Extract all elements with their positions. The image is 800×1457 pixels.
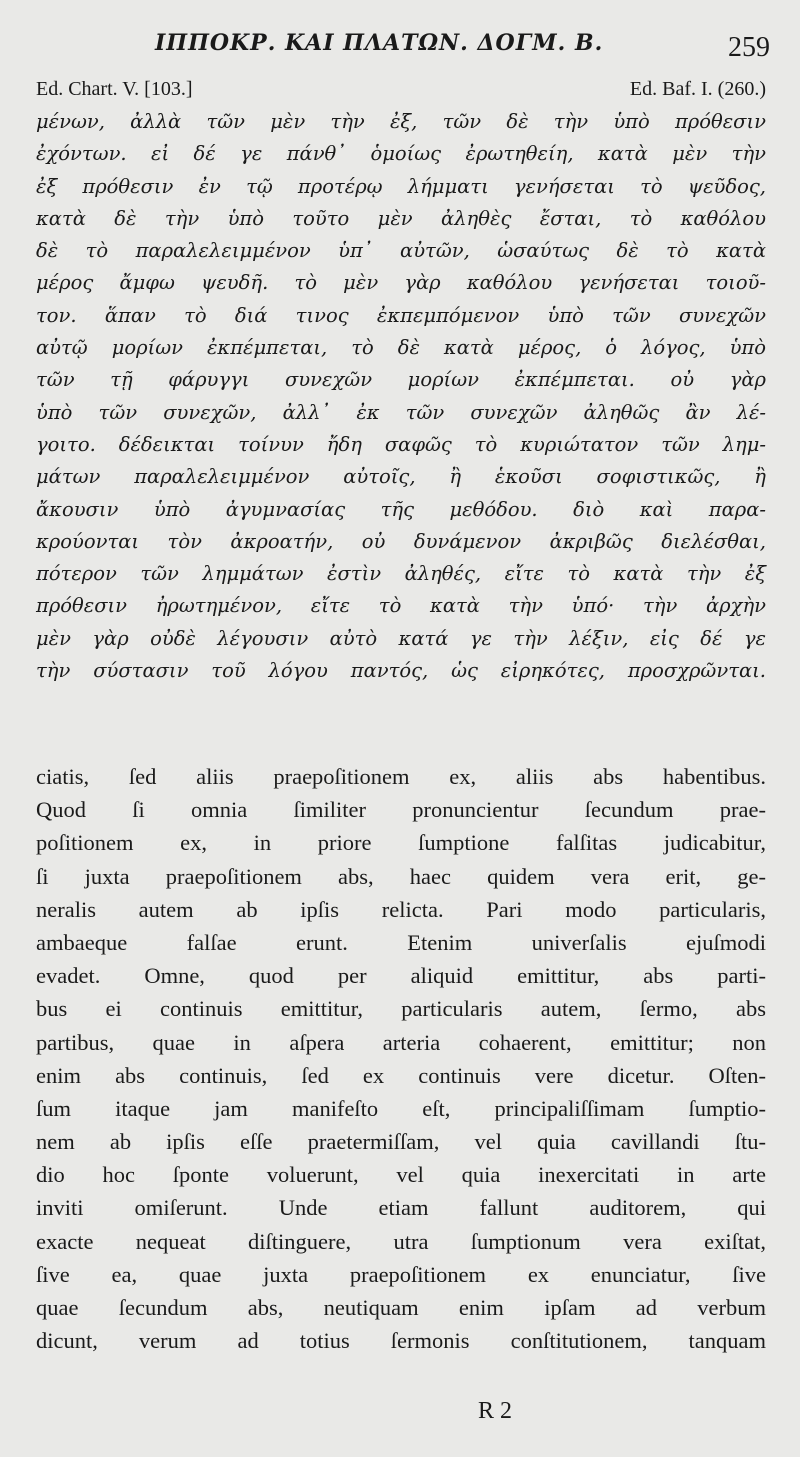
greek-text-line: μένων, ἀλλὰ τῶν μὲν τὴν ἐξ, τῶν δὲ τὴν ὑπὸ πρόθεσιν — [36, 110, 766, 133]
latin-text-line: ciatis, ſed aliis praepoſitionem ex, aliis abs habentibus. — [36, 764, 766, 789]
greek-text-line: κατὰ δὲ τὴν ὑπὸ τοῦτο μὲν ἀληθὲς ἔσται, τὸ καθόλου — [36, 206, 766, 230]
running-head — [0, 24, 800, 64]
latin-text-line: bus ei continuis emittitur, particularis autem, ſermo, abs — [36, 996, 766, 1022]
latin-text-line: ſi juxta praepoſitionem abs, haec quidem vera erit, ge- — [36, 863, 766, 889]
greek-text-line: ἐχόντων. εἰ δέ γε πάνθ᾽ ὁμοίως ἐρωτηθείη, κατὰ μὲν τὴν — [36, 142, 766, 166]
greek-text-line: μέρος ἄμφω ψευδῆ. τὸ μὲν γὰρ καθόλου γενήσεται τοιοῦ- — [36, 271, 766, 295]
latin-text-line: ambaeque falſae erunt. Etenim univerſalis ejuſmodi — [36, 929, 766, 955]
greek-text-line: τον. ἅπαν τὸ διά τινος ἐκπεμπόμενον ὑπὸ τῶν συνεχῶν — [36, 303, 766, 327]
greek-text-line: δὲ τὸ παραλελειμμένον ὑπ᾽ αὐτῶν, ὡσαύτως δὲ τὸ κατὰ — [36, 239, 766, 263]
greek-text-line: τῶν τῇ φάρυγγι συνεχῶν μορίων ἐκπέμπεται. οὐ γὰρ — [36, 368, 766, 392]
greek-text-line: πότερον τῶν λημμάτων ἐστὶν ἀληθές, εἴτε τὸ κατὰ τὴν ἐξ — [36, 562, 766, 586]
greek-text-block — [36, 106, 766, 687]
latin-text-line: Quod ſi omnia ſimiliter pronuncientur ſecundum prae- — [36, 797, 766, 823]
greek-text-line: ἐξ πρόθεσιν ἐν τῷ προτέρῳ λήμματι γενήσεται τὸ ψεῦδος, — [36, 174, 766, 198]
latin-text-line: dicunt, verum ad totius ſermonis conſtitutionem, tanquam — [36, 1328, 766, 1354]
latin-text-line: evadet. Omne, quod per aliquid emittitur, abs parti- — [36, 963, 766, 989]
latin-text-line: poſitionem ex, in priore ſumptione falſitas judicabitur, — [36, 830, 766, 856]
page-number: 259 — [728, 32, 770, 63]
greek-text-line: πρόθεσιν ἠρωτημένον, εἴτε τὸ κατὰ τὴν ὑπό· τὴν ἀρχὴν — [36, 594, 766, 618]
signature-mark: R 2 — [478, 1398, 513, 1424]
latin-text-line: ſive ea, quae juxta praepoſitionem ex enunciatur, ſive — [36, 1261, 766, 1287]
edition-reference-chartier: Ed. Chart. V. [103.] — [36, 78, 193, 100]
latin-text-line: enim abs continuis, ſed ex continuis vere dicetur. Oſten- — [36, 1062, 766, 1088]
latin-translation-block — [36, 760, 766, 1357]
latin-text-line: dio hoc ſponte voluerunt, vel quia inexercitati in arte — [36, 1162, 766, 1188]
latin-text-line: neralis autem ab ipſis relicta. Pari modo particularis, — [36, 896, 766, 922]
latin-text-line: nem ab ipſis eſſe praetermiſſam, vel quia cavillandi ſtu- — [36, 1129, 766, 1155]
latin-text-line: quae ſecundum abs, neutiquam enim ipſam ad verbum — [36, 1295, 766, 1320]
greek-text-line: αὐτῷ μορίων ἐκπέμπεται, τὸ δὲ κατὰ μέρος, ὁ λόγος, ὑπὸ — [36, 336, 766, 360]
greek-text-line: ὑπὸ τῶν συνεχῶν, ἀλλ᾽ ἐκ τῶν συνεχῶν ἀληθῶς ἂν λέ- — [36, 400, 766, 424]
greek-text-line: κρούονται τὸν ἀκροατήν, οὐ δυνάμενον ἀκριβῶς διελέσθαι, — [36, 529, 766, 553]
latin-text-line: partibus, quae in aſpera arteria cohaerent, emittitur; non — [36, 1029, 766, 1055]
latin-text-line: inviti omiſerunt. Unde etiam fallunt auditorem, qui — [36, 1195, 766, 1221]
greek-text-line: τὴν σύστασιν τοῦ λόγου παντός, ὡς εἰρηκότες, προσχρῶνται. — [36, 659, 766, 683]
edition-reference-line — [36, 78, 766, 108]
greek-text-line: γοιτο. δέδεικται τοίνυν ἤδη σαφῶς τὸ κυριώτατον τῶν λημ- — [36, 432, 766, 456]
greek-text-line: ἄκουσιν ὑπὸ ἀγυμνασίας τῆς μεθόδου. διὸ καὶ παρα- — [36, 497, 766, 521]
greek-text-line: μάτων παραλελειμμένον αὐτοῖς, ἢ ἑκοῦσι σοφιστικῶς, ἢ — [36, 465, 766, 489]
running-title: ΙΠΠΟΚΡ. ΚΑΙ ΠΛΑΤΩΝ. ΔΟΓΜ. Β. — [155, 30, 604, 56]
edition-reference-basel: Ed. Baf. I. (260.) — [629, 78, 766, 100]
greek-text-line: μὲν γὰρ οὐδὲ λέγουσιν αὐτὸ κατά γε τὴν λέξιν, εἰς δέ γε — [36, 626, 766, 650]
latin-text-line: exacte nequeat diſtinguere, utra ſumptionum vera exiſtat, — [36, 1228, 766, 1254]
latin-text-line: ſum itaque jam manifeſto eſt, principaliſſimam ſumptio- — [36, 1095, 766, 1121]
